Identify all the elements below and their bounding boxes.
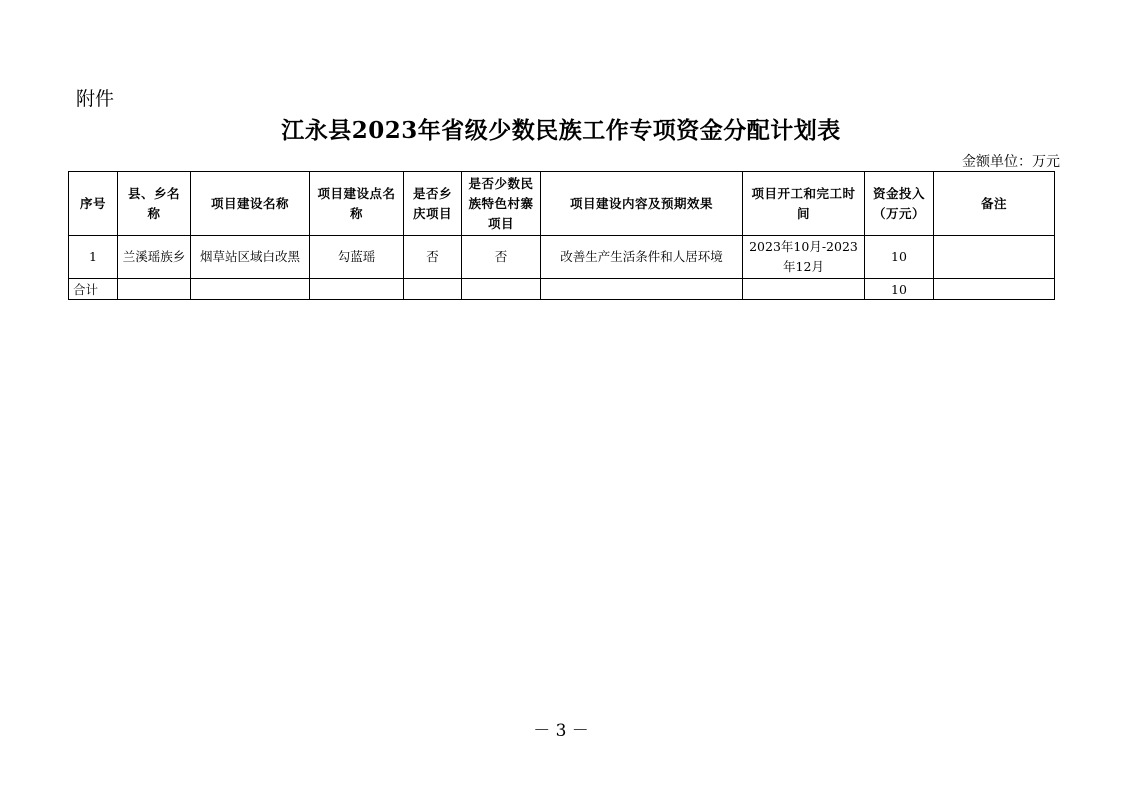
header-township: 县、乡名称	[118, 172, 191, 236]
total-empty-cell	[934, 279, 1055, 300]
header-township-celebration: 是否乡庆项目	[404, 172, 462, 236]
total-empty-cell	[743, 279, 865, 300]
header-period: 项目开工和完工时间	[743, 172, 865, 236]
total-empty-cell	[310, 279, 404, 300]
cell-index: 1	[69, 236, 118, 279]
header-remark: 备注	[934, 172, 1055, 236]
document-title: 江永县2023年省级少数民族工作专项资金分配计划表	[281, 117, 841, 144]
cell-township: 兰溪瑶族乡	[118, 236, 191, 279]
cell-remark	[934, 236, 1055, 279]
header-site-name: 项目建设点名称	[310, 172, 404, 236]
total-empty-cell	[462, 279, 541, 300]
total-empty-cell	[541, 279, 743, 300]
total-label: 合计	[69, 279, 118, 300]
attachment-label: 附件	[76, 88, 115, 110]
header-content: 项目建设内容及预期效果	[541, 172, 743, 236]
total-empty-cell	[118, 279, 191, 300]
total-investment: 10	[865, 279, 934, 300]
fund-allocation-table	[68, 171, 1055, 300]
total-empty-cell	[404, 279, 462, 300]
cell-site-name: 勾蓝瑶	[310, 236, 404, 279]
total-row	[69, 279, 1055, 300]
cell-township-celebration: 否	[404, 236, 462, 279]
header-index: 序号	[69, 172, 118, 236]
table-row	[69, 236, 1055, 279]
cell-project-name: 烟草站区域白改黑	[191, 236, 310, 279]
cell-ethnic-village: 否	[462, 236, 541, 279]
header-investment: 资金投入（万元）	[865, 172, 934, 236]
total-empty-cell	[191, 279, 310, 300]
cell-investment: 10	[865, 236, 934, 279]
cell-period: 2023年10月-2023年12月	[743, 236, 865, 279]
header-project-name: 项目建设名称	[191, 172, 310, 236]
table-header-row	[69, 172, 1055, 236]
page-number: － 3 －	[533, 721, 589, 741]
cell-content: 改善生产生活条件和人居环境	[541, 236, 743, 279]
header-ethnic-village: 是否少数民族特色村寨项目	[462, 172, 541, 236]
amount-unit-label: 金额单位：万元	[962, 154, 1060, 170]
